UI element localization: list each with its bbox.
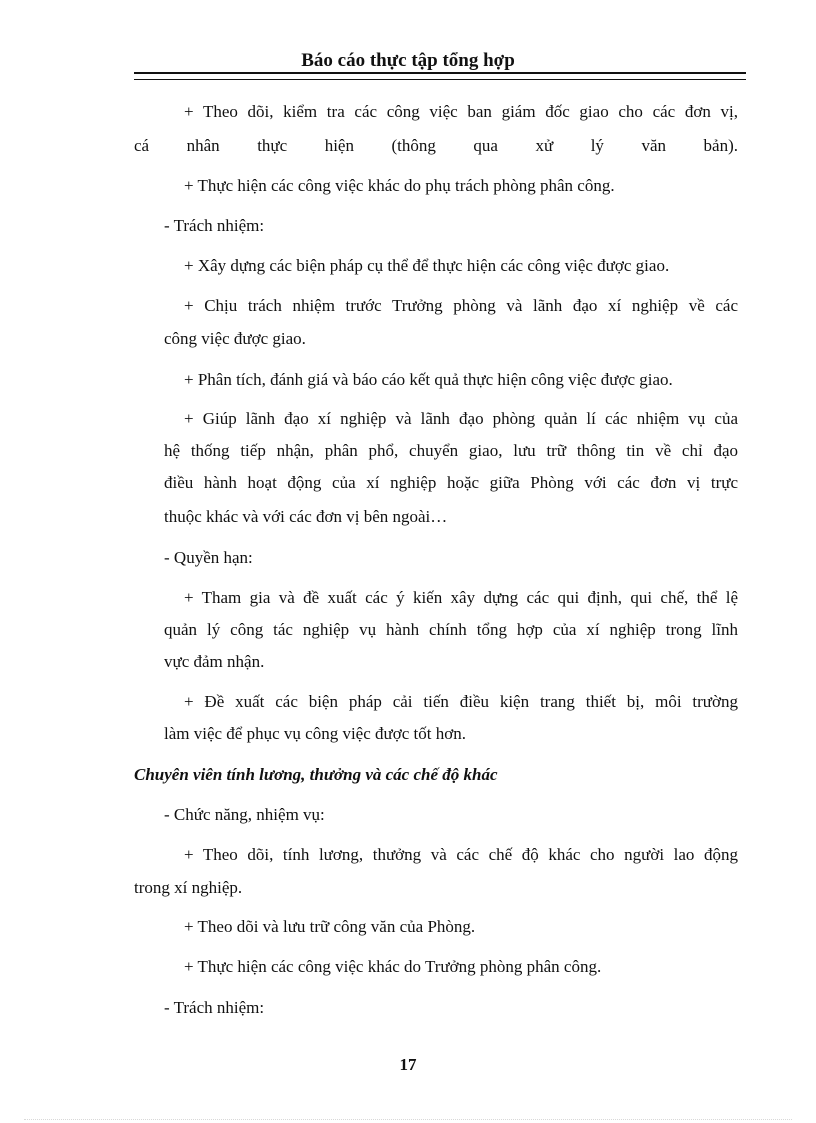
body-line-10: hệ thống tiếp nhận, phân phổ, chuyển giao, lưu trữ thông tin về chỉ đạo: [164, 441, 738, 460]
body-line-8: + Phân tích, đánh giá và báo cáo kết quả thực hiện công việc được giao.: [184, 370, 673, 389]
page-header-title: Báo cáo thực tập tổng hợp: [301, 50, 515, 71]
body-line-16: vực đảm nhận.: [164, 652, 265, 671]
body-line-22: trong xí nghiệp.: [134, 878, 243, 897]
body-line-17: + Đề xuất các biện pháp cải tiến điều kiện trang thiết bị, môi trường: [184, 692, 738, 711]
body-line-12: thuộc khác và với các đơn vị bên ngoài…: [164, 507, 448, 526]
header-divider: [134, 72, 746, 80]
body-line-1: + Theo dõi, kiểm tra các công việc ban giám đốc giao cho các đơn vị,: [184, 102, 738, 121]
body-line-9: + Giúp lãnh đạo xí nghiệp và lãnh đạo phòng quản lí các nhiệm vụ của: [184, 409, 738, 428]
section-label-functions: - Chức năng, nhiệm vụ:: [164, 805, 325, 824]
section-label-authority: - Quyền hạn:: [164, 548, 253, 567]
body-line-2: cá nhân thực hiện (thông qua xử lý văn bản).: [134, 136, 738, 155]
body-line-3: + Thực hiện các công việc khác do phụ trách phòng phân công.: [184, 176, 615, 195]
body-line-23: + Theo dõi và lưu trữ công văn của Phòng.: [184, 917, 476, 936]
body-line-18: làm việc để phục vụ công việc được tốt hơn.: [164, 724, 466, 743]
section-label-responsibilities: - Trách nhiệm:: [164, 216, 265, 235]
body-line-5: + Xây dựng các biện pháp cụ thể để thực hiện các công việc được giao.: [184, 256, 670, 275]
body-line-24: + Thực hiện các công việc khác do Trưởng phòng phân công.: [184, 957, 602, 976]
body-line-14: + Tham gia và đề xuất các ý kiến xây dựng các qui định, qui chế, thể lệ: [184, 588, 738, 607]
subsection-heading: Chuyên viên tính lương, thưởng và các chế độ khác: [134, 765, 498, 784]
body-line-7: công việc được giao.: [164, 329, 306, 348]
body-line-6: + Chịu trách nhiệm trước Trưởng phòng và lãnh đạo xí nghiệp về các: [184, 296, 738, 315]
page-number: 17: [399, 1055, 417, 1074]
body-line-21: + Theo dõi, tính lương, thưởng và các chế độ khác cho người lao động: [184, 845, 738, 864]
body-line-15: quản lý công tác nghiệp vụ hành chính tổng hợp của xí nghiệp trong lĩnh: [164, 620, 738, 639]
page-bottom-divider: [24, 1119, 792, 1120]
section-label-responsibilities-2: - Trách nhiệm:: [164, 998, 265, 1017]
body-line-11: điều hành hoạt động của xí nghiệp hoặc giữa Phòng với các đơn vị trực: [164, 473, 738, 492]
